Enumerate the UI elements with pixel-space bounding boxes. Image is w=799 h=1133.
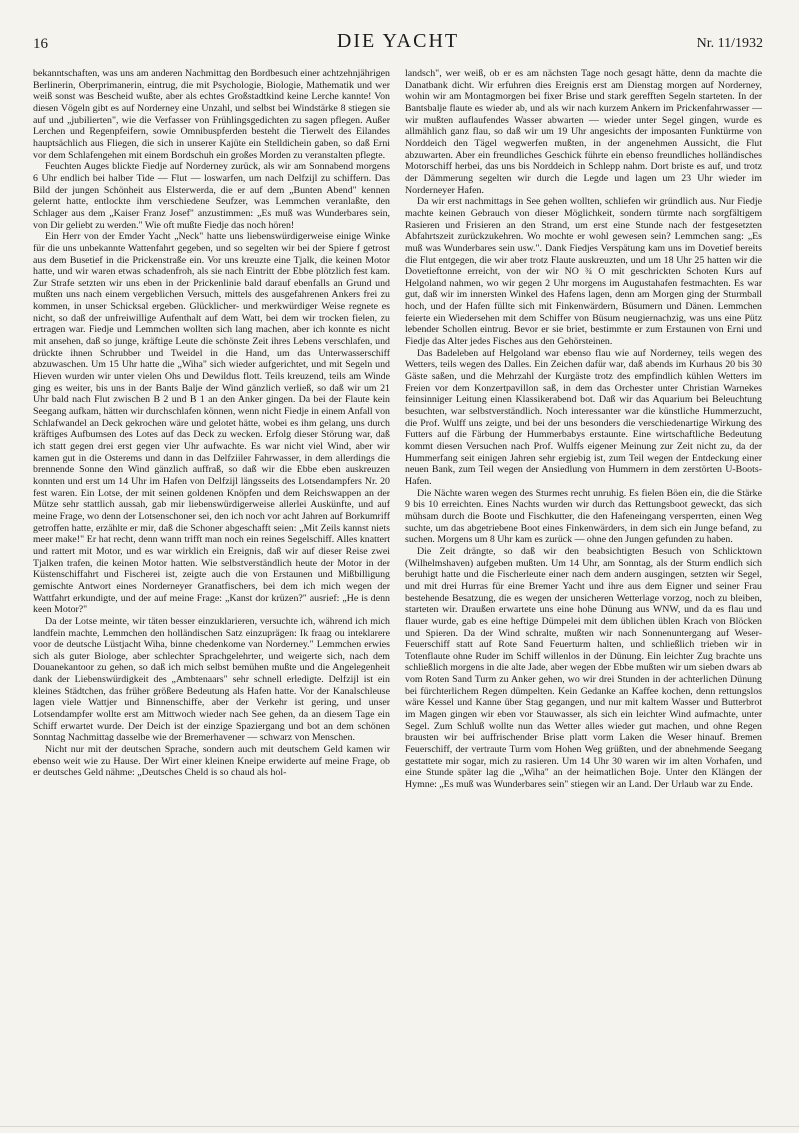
page-bottom-rule [0,1126,799,1127]
page-header [33,30,763,58]
paragraph: Da wir erst nachmittags in See gehen wollten, schliefen wir gründlich aus. Nur Fiedje machte keinen Gebrauch von dieser Möglichkeit, sondern türmte nach sorgfältigem Rasieren und Frisieren an den Strand, um erst eine Stunde nach der festgesetzten Abfahrtszeit zurückzukehren. Wo mochte er wohl gewesen sein? Lemmchen sang: „Es muß was Wunderbares sein usw.". Dank Fiedjes Verspätung kam uns im Dovetief bereits die Flut entgegen, die wir aber trotz Flaute auskreuzten, und um 18 Uhr 25 hatten wir die Dovetieftonne erreicht, von der wir NO ¾ O mit geschrickten Schoten Kurs auf Helgoland nahmen, wo wir gegen 2 Uhr morgens im Augustahafen festmachten. Es war gut, daß wir im innersten Winkel des Hafens lagen, denn am Morgen ging der Sturmball hoch, und der Hafen füllte sich mit Finkenwärdern, Büsumern und Dänen. Lemmchen feierte ein Wiedersehen mit dem Schiffer von Büsum neugiernachzig, was uns eine Pütz lebender Schollen eintrug. Bevor er sie briet, bestimmte er zum Erstaunen von Erni und Fiedje das Alter jedes Fisches aus den Gehörsteinen. [405,196,762,348]
right-column [405,68,762,1118]
issue-number: Nr. 11/1932 [696,36,763,51]
paragraph: Die Nächte waren wegen des Sturmes recht unruhig. Es fielen Böen ein, die die Stärke 9 bis 10 erreichten. Eines Nachts wurden wir durch das Rettungsboot geweckt, das sich mühsam durch die Boote und Fischkutter, die den Hafeneingang versperrten, einen Weg suchte, um das abgetriebene Boot eines Finkenwärders, in dem sich ein Junge befand, zu suchen. Morgens um 8 Uhr kam es zurück — ohne den Jungen gefunden zu haben. [405,487,762,546]
page-number: 16 [33,36,48,52]
paragraph: bekanntschaften, was uns am anderen Nachmittag den Bordbesuch einer achtzehnjährigen Berlinerin, Oberprimanerin, eintrug, die mit Psychologie, Biologie, Mathematik und wer weiß sonst was Bescheid wußte, aber als echtes Großstadtkind keine Lerche kannte! Von diesen Vögeln gibt es auf Norderney eine Unzahl, und selbst bei Windstärke 8 stiegen sie auf und „jubilierten", wie die Verfasser von Frühlingsgedichten zu sagen pflegen. Außer Lerchen und Regenpfeifern, sowie Omnibuspferden besteht die Tierwelt des Eilandes hauptsächlich aus Fliegen, die sich in unserer Kajüte ein Stelldichein gaben, so daß Erni vor dem Schlafengehen mit einem Bordschuh ein großes Morden zu veranstalten pflegte. [33,68,390,161]
journal-title: DIE YACHT [336,30,460,52]
left-column [33,68,390,1118]
paragraph: Die Zeit drängte, so daß wir den beabsichtigten Besuch von Schlicktown (Wilhelmshaven) aufgeben mußten. Um 14 Uhr, am Sonntag, als der Sturm endlich sich beruhigt hatte und die Fischerleute einer nach dem andern ausgingen, setzten wir Segel, und mit drei Hurras für eine Bremer Yacht und ihre aus dem Eigner und seiner Frau bestehende Besatzung, die es wegen der unsicheren Wetterlage vorzog, noch zu bleiben, starteten wir. Draußen erwartete uns eine hohe Dünung aus WNW, und da es flau und flauer wurde, gab es eine heftige Dümpelei mit dem üblichen üblen Krach von Blöcken und Spieren. Da der Wind schralte, mußten wir nach Sonnenuntergang auf Weser-Feuerschiff statt auf Rote Sand Feuerturm halten, und schließlich trieben wir in Totenflaute ohne Ruder im Schiff willenlos in der Dünung. Ein leichter Zug brachte uns schließlich morgens in die alte Jade, aber wegen der Ebbe mußten wir um sieben dwars ab vom Roten Sand Turm zu Anker gehen, wo wir drei Stunden in der achterlichen Dünung bei fürchterlichem Regen dümpelten. Kein Gedanke an Kaffee kochen, denn rettungslos wäre Kessel und Kanne über Stag gegangen, und nur mit kaltem Wasser und Butterbrot im Magen gingen wir eben vor Stauwasser, als sich ein leichter Wind aufmachte, unter Segel. Zum Schluß wollte nun das Wetter alles wieder gut machen, und ohne Regen brausten wir bei auffrischender Brise platt vorm Laken die Weser hinauf. Bremen Feuerschiff, der vertraute Turm vom Hohen Weg grüßten, und der abnehmende Seegang gestattete mir sogar, mich zu rasieren. Um 14 Uhr 30 waren wir im alten Vorhafen, und eine Stunde später lag die „Wiha" an der heimatlichen Boje. Unter den Klängen der Hymne: „Es muß was Wunderbares sein" stiegen wir an Land. Der Urlaub war zu Ende. [405,545,762,791]
paragraph: Da der Lotse meinte, wir täten besser einzuklarieren, versuchte ich, während ich mich landfein machte, Lemmchen den holländischen Satz einzuprägen: Ik fraag ou inteklarere voor de deutsche Lüstjacht Wiha, binne chedenkome van Norderney." Lemmchen erwies sich als guter Biologe, aber schlechter Sprachgelehrter, und weigerte sich, nach dem Douanekantoor zu gehen, so daß ich mich selbst bemühen mußte und die Angelegenheit dank der Liebenswürdigkeit des „Ambtenaars" sehr schnell erledigte. Delfzijl ist ein kleines Städtchen, das früher größere Bedeutung als Hafen hatte. Vor der Kanalschleuse lagen viele Wattjer und Binnenschiffe, aber der Verkehr ist gering, und unser Lotsendampfer wollte erst am Mittwoch wieder nach See gehen, da an diesem Tage ein Schiff erwartet wurde. Der Deich ist der einzige Spaziergang und bot an dem schönen Sonntag Nachmittag dasselbe wie der Bremerhavener — schwarz von Menschen. [33,615,390,744]
paragraph: Feuchten Auges blickte Fiedje auf Norderney zurück, als wir am Sonnabend morgens 6 Uhr endlich bei halber Tide — Flut — loswarfen, um nach Delfzijl zu schiffern. Das Bild der jungen Schönheit aus Elsterwerda, die er auf dem „Bunten Abend" kennen gelernt hatte, entlockte ihm verschiedene Seufzer, was Lemmchen veranlaßte, den Schlager aus dem „Kaiser Franz Josef" anzustimmen: „Es muß was Wunderbares sein, von Dir geliebt zu werden." Wie oft mußte Fiedje das noch hören! [33,161,390,231]
paragraph: Nicht nur mit der deutschen Sprache, sondern auch mit deutschem Geld kamen wir ebenso weit wie zu Hause. Der Wirt einer kleinen Kneipe erwiderte auf meine Frage, ob er deutsches Geld nähme: „Deutsches Cheld is so chaud als hol- [33,744,390,779]
paragraph: Ein Herr von der Emder Yacht „Neck" hatte uns liebenswürdigerweise einige Winke für die uns unbekannte Wattenfahrt gegeben, und so segelten wir bei der Spiere f getrost aus dem Busetief in die Prickenstraße ein. Vor uns kreuzte eine Tjalk, die keinen Motor hatte, und wir waren etwas schadenfroh, als sie nach Eintritt der Ebbe plötzlich fest kam. Zur Strafe setzten wir uns eben in der Prickenlinie bald darauf ebenfalls an Grund und mußten uns nach einem vergeblichen Versuch, mittels des ausgefahrenen Ankers frei zu kommen, in unser Schicksal ergeben. Glücklicher- und merkwürdiger Weise regnete es nicht, so daß der unfreiwillige Aufenthalt auf dem Watt, bei dem wir trocken fielen, zu ertragen war. Fiedje und Lemmchen wollten sich lang machen, aber ich konnte es nicht mit ansehen, daß so junge, kräftige Leute die schönste Zeit ihres Lebens verschlafen, und drückte ihnen Schrubber und Tweidel in die Hand, um das Unterwasserschiff abzuwaschen. Um 15 Uhr hatte die „Wiha" sich wieder aufgerichtet, und mit Segeln und Hieven wurden wir unter vielen Ohs und Dewildus flott. Teils kreuzend, teils am Winde ging es weiter, bis uns in der Bants Balje der Wind gänzlich verließ, so daß wir um 21 Uhr bald nach Flut zwischen B 2 und B 1 an den Anker gingen. Da bei der Flaute kein Seegang aufkam, hätten wir durchschlafen können, wenn nicht Fiedje in einem Anfall von Schlafwandel an Deck gekrochen wäre und gelotet hätte, wobei es ihm gelang, uns durch kräftiges Aufbumsen des Lotes auf das Deck zu wecken. Erfolg dieser Störung war, daß ich statt gegen drei erst gegen vier Uhr aufwachte. Es war nicht viel Wind, aber wir kamen gut in die Osterems und dann in das Delfziiler Fahrwasser, in dem allerdings die brennende Sonne den Wind gänzlich auffraß, so daß wir die Ebbe eben auskreuzen konnten und erst um 14 Uhr im Hafen von Delfzijl längsseits des Lotsendampfers Nr. 20 fest waren. Ein Lotse, der mit seinen goldenen Knöpfen und dem Reichswappen an der Mütze sehr stattlich aussah, gab mir liebenswürdigerweise allerlei Auskünfte, und auf meine Frage, wo denn der Lotsenschoner sei, den ich noch vor acht Jahren auf Borkumriff getroffen hatte, erzählte er mir, daß die Schoner abgeschafft seien: „Mit Zeils kannst niets meer make!" Er hat recht, denn wann trifft man noch ein reines Segelschiff. Alles knattert und rattert mit Motor, und es war wirklich ein Ereignis, daß wir auf dieser Reise zwei Tjalken trafen, die keinen Motor hatten. Wie selbstverständlich heute der Motor in der Küstenschiffahrt und Fischerei ist, zeigte auch die von Erstaunen und Mißbilligung gemischte Antwort eines Norderneyer Granatfischers, bei dem ich mich wegen der Wattfahrt erkundigte, und der auf meine Frage: „Kanst dor krüzen?" ausrief: „He is denn keen Motor?" [33,231,390,616]
paragraph: landsch", wer weiß, ob er es am nächsten Tage noch gesagt hätte, denn da machte die Danatbank dicht. Wir erfuhren dies Ereignis erst am Dienstag morgen auf Norderney, wohin wir am Montagmorgen bei fixer Brise und stark gerefften Segeln starteten. In der Bantsbalje flaute es wieder ab, und als wir nach kurzem Ankern im Prickenfahrwasser — wir mußten auflaufendes Wasser abwarten — wieder unter Segel gingen, wurde es allmählich ganz flau, so daß wir um 19 Uhr angesichts der imposanten Funktürme von Norddeich den Tägel wegwerfen mußten, in der angenehmen Aussicht, die Flut abzuwarten. Aber ein freundliches Geschick führte ein ebenso freundliches holländisches Motorschiff herbei, das uns bis Norddeich in Schlepp nahm. Dort briste es auf, und trotz der Dämmerung segelten wir durch die Legde und lagen um 23 Uhr wieder im Norderneyer Hafen. [405,68,762,196]
paragraph: Das Badeleben auf Helgoland war ebenso flau wie auf Norderney, teils wegen des Wetters, teils wegen des Dalles. Ein Zeichen dafür war, daß abends im Kurhaus 20 bis 30 Gäste saßen, und die Mehrzahl der Kurgäste trotz des empfindlich kühlen Wetters im Freien vor dem Konzertpavillon saß, in dem das Orchester unter Christian Warnekes feinsinniger Leitung einen Klassikerabend bot. Daß wir das Aquarium bei Beleuchtung besuchten, war selbstverständlich. Noch interessanter war die künstliche Hummerzucht, die Prof. Wulff uns zeigte, und bei der uns besonders die verschiedenartige Wirkung des Futters auf die Färbung der Hummerbabys erstaunte. Eine wirtschaftliche Bedeutung kommt diesen Versuchen nach Prof. Wulffs eigener Meinung zur Zeit nicht zu, da der Hummerfang seit einigen Jahren sehr ergiebig ist, zum Teil wegen der Entdeckung einer neuen Bank, zum Teil wegen der Ansiedlung von Hummern in dem zerstörten U-Boots-Hafen. [405,347,762,487]
